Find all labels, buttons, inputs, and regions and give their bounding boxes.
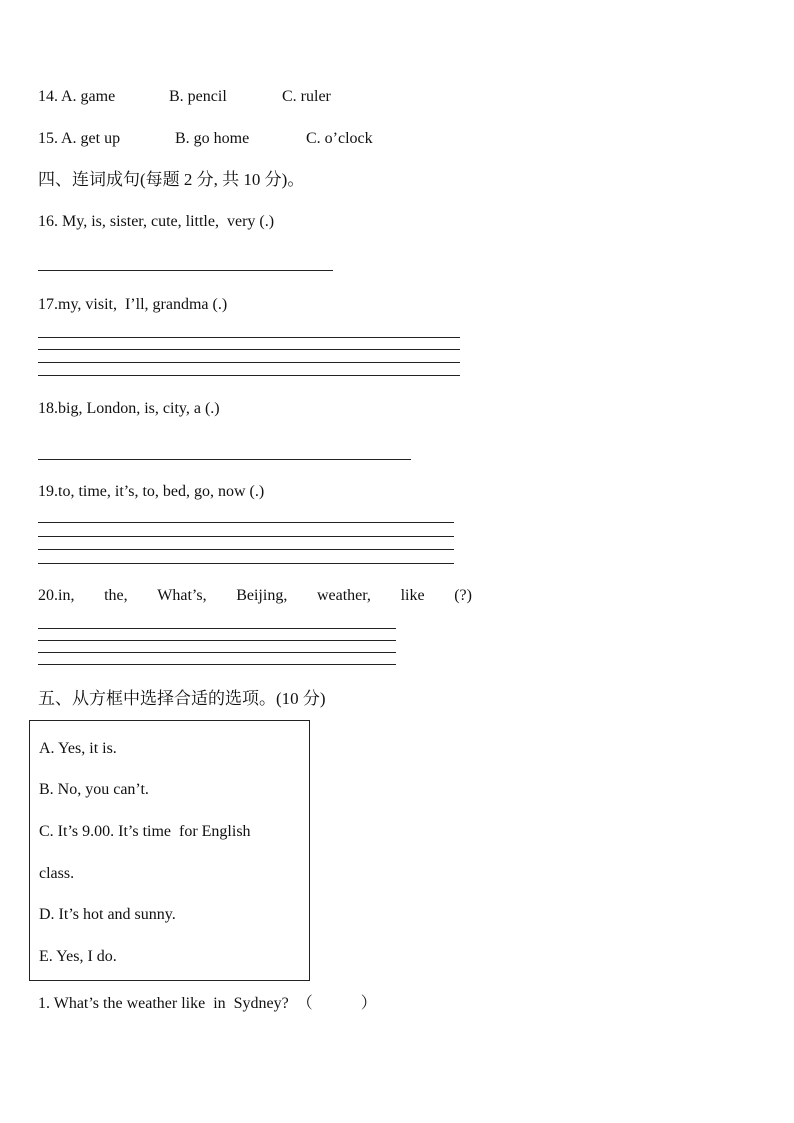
- question-17: 17.my, visit, I’ll, grandma (.): [38, 296, 228, 313]
- answer-line-18: [38, 459, 411, 460]
- answer-line-19b: [38, 536, 454, 537]
- options-box: [29, 720, 310, 981]
- answer-line-17c: [38, 362, 460, 363]
- answer-line-20d: [38, 664, 396, 665]
- q15-choice-c: C. o’clock: [306, 130, 373, 147]
- q20-word: Beijing,: [236, 587, 288, 604]
- question-18: 18.big, London, is, city, a (.): [38, 400, 220, 417]
- option-e: E. Yes, I do.: [39, 948, 117, 965]
- answer-line-20b: [38, 640, 396, 641]
- section-5-title: 五、从方框中选择合适的选项。(10 分): [38, 689, 326, 708]
- q20-word: (?): [454, 587, 472, 604]
- answer-line-19c: [38, 549, 454, 550]
- question-19: 19.to, time, it’s, to, bed, go, now (.): [38, 483, 265, 500]
- q20-word: What’s,: [157, 587, 207, 604]
- answer-line-20a: [38, 628, 396, 629]
- section-4-title: 四、连词成句(每题 2 分, 共 10 分)。: [38, 170, 305, 189]
- option-c-continued: class.: [39, 865, 75, 882]
- answer-line-20c: [38, 652, 396, 653]
- option-a: A. Yes, it is.: [39, 740, 117, 757]
- question-1: 1. What’s the weather like in Sydney? （ ）: [38, 995, 377, 1012]
- q15-choice-a: A. get up: [61, 130, 121, 147]
- q15-choice-b: B. go home: [175, 130, 250, 147]
- answer-line-17d: [38, 375, 460, 376]
- answer-line-17b: [38, 349, 460, 350]
- answer-line-19d: [38, 563, 454, 564]
- q14-choice-a: A. game: [61, 88, 116, 105]
- q20-word: the,: [104, 587, 128, 604]
- q20-word: like: [400, 587, 425, 604]
- q14-choice-c: C. ruler: [282, 88, 331, 105]
- answer-line-17a: [38, 337, 460, 338]
- option-c: C. It’s 9.00. It’s time for English: [39, 823, 251, 840]
- q20-word: 20.in,: [38, 587, 75, 604]
- question-16: 16. My, is, sister, cute, little, very (.): [38, 213, 275, 230]
- question-15-number: 15.: [38, 130, 58, 147]
- answer-line-19a: [38, 522, 454, 523]
- question-20: [38, 586, 472, 606]
- option-d: D. It’s hot and sunny.: [39, 906, 176, 923]
- answer-line-16: [38, 270, 333, 271]
- q14-choice-b: B. pencil: [169, 88, 227, 105]
- option-b: B. No, you can’t.: [39, 781, 149, 798]
- q20-word: weather,: [316, 587, 371, 604]
- question-14-number: 14.: [38, 88, 58, 105]
